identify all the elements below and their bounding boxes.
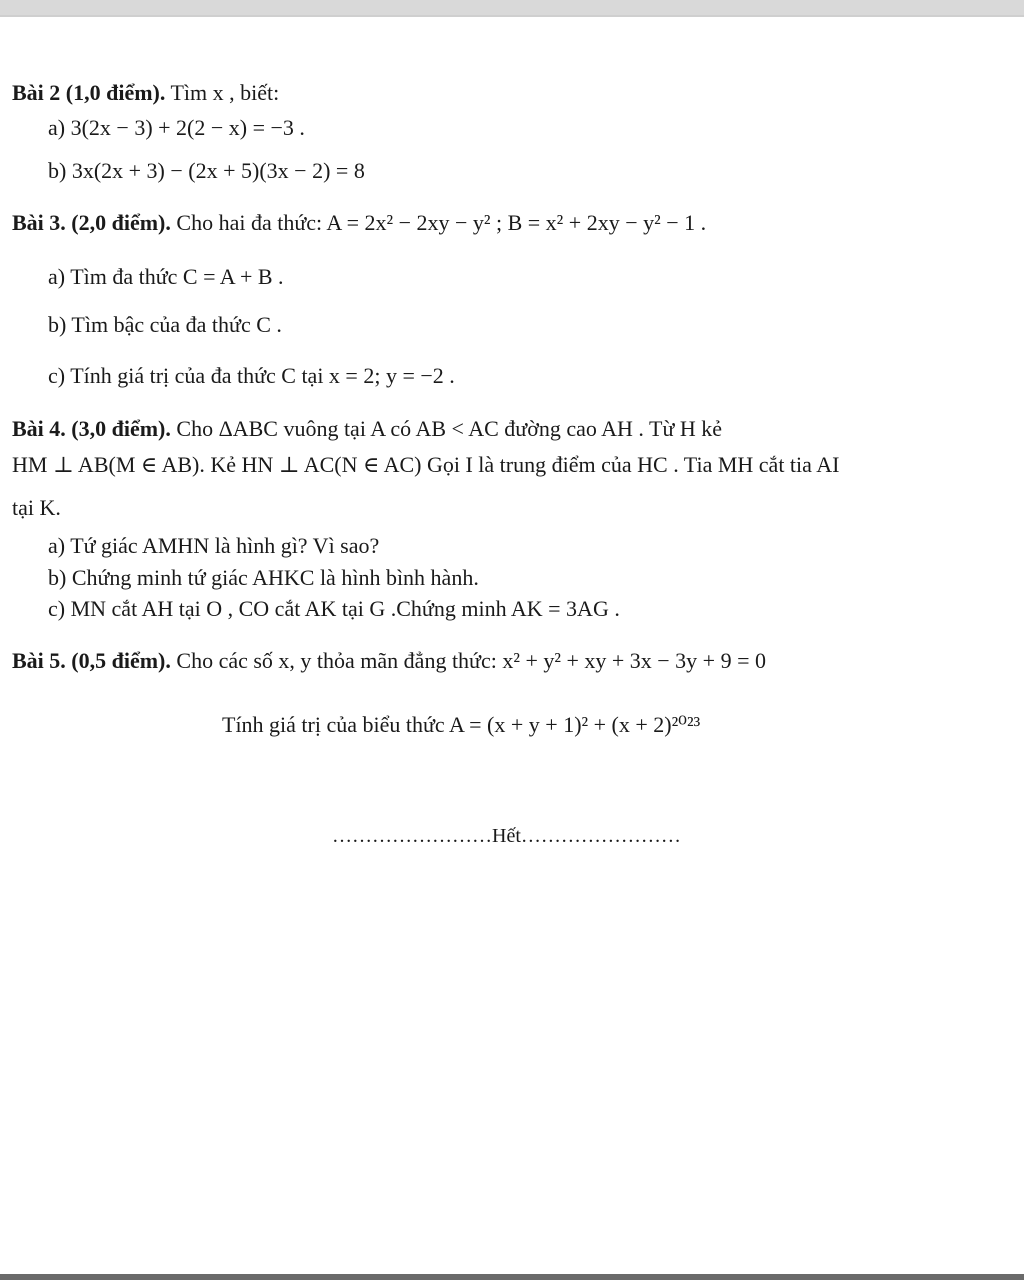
- bai4-text3: tại K.: [12, 495, 61, 520]
- bai4-b: b) Chứng minh tứ giác AHKC là hình bình hành.: [48, 565, 479, 590]
- bai3-a: a) Tìm đa thức C = A + B .: [48, 264, 284, 289]
- bai4-title: Bài 4. (3,0 điểm).: [12, 416, 171, 441]
- bai3-text: Cho hai đa thức: A = 2x² − 2xy − y² ; B = x² + 2xy − y² − 1 .: [170, 210, 707, 235]
- end-marker: ……………………Hết……………………: [332, 825, 681, 847]
- bai2-heading: [12, 80, 279, 106]
- bai5-text: Cho các số x, y thỏa mãn đẳng thức: x² + y² + xy + 3x − 3y + 9 = 0: [170, 648, 766, 673]
- bai2-text: Tìm x , biết:: [165, 80, 280, 105]
- bai4-a: a) Tứ giác AMHN là hình gì? Vì sao?: [48, 533, 380, 558]
- bai3-heading: [12, 210, 706, 236]
- bai5-title: Bài 5. (0,5 điểm).: [12, 648, 171, 673]
- bai5-heading: [12, 648, 766, 674]
- bai3-title: Bài 3. (2,0 điểm).: [12, 210, 171, 235]
- bai4-text2: HM ⊥ AB(M ∈ AB). Kẻ HN ⊥ AC(N ∈ AC) Gọi I là trung điểm của HC . Tia MH cắt tia AI: [12, 452, 840, 477]
- bai4-text1: Cho ΔABC vuông tại A có AB < AC đường cao AH . Từ H kẻ: [170, 416, 723, 441]
- bai5-line2: Tính giá trị của biểu thức A = (x + y + 1)² + (x + 2)²⁰²³: [222, 712, 701, 737]
- bai4-heading: [12, 416, 722, 442]
- bai4-c: c) MN cắt AH tại O , CO cắt AK tại G .Chứng minh AK = 3AG .: [48, 596, 620, 621]
- bottom-bar: [0, 1274, 1024, 1280]
- bai2-b: b) 3x(2x + 3) − (2x + 5)(3x − 2) = 8: [48, 158, 365, 183]
- bai3-c: c) Tính giá trị của đa thức C tại x = 2; y = −2 .: [48, 363, 455, 388]
- bai3-b: b) Tìm bậc của đa thức C .: [48, 312, 282, 337]
- bai2-title: Bài 2 (1,0 điểm).: [12, 80, 166, 105]
- bai2-a: a) 3(2x − 3) + 2(2 − x) = −3 .: [48, 115, 305, 140]
- top-bar: [0, 0, 1024, 17]
